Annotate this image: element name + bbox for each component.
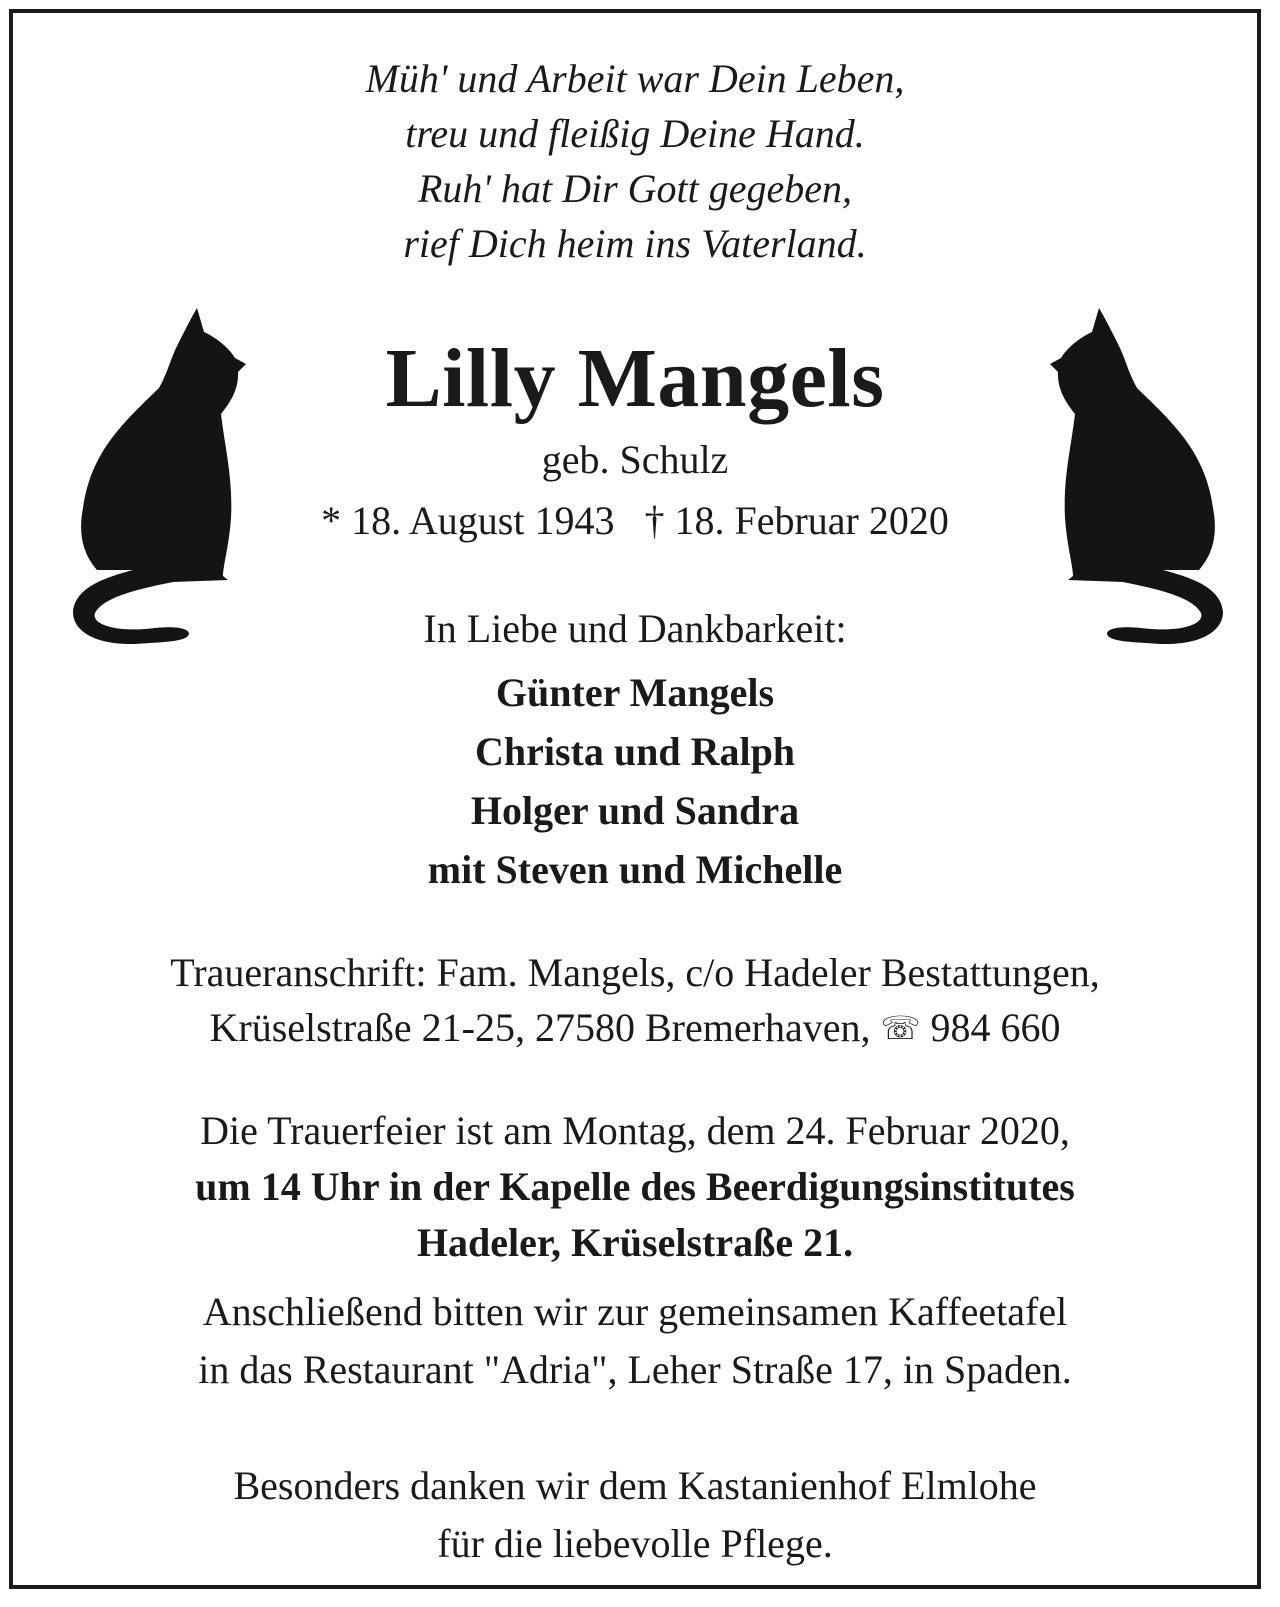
ceremony-line: Die Trauerfeier ist am Montag, dem 24. Februar 2020, bbox=[200, 1108, 1070, 1153]
birth-date: * 18. August 1943 bbox=[321, 498, 615, 543]
deceased-name: Lilly Mangels bbox=[385, 332, 885, 425]
special-thanks-line: für die liebevolle Pflege. bbox=[437, 1521, 833, 1566]
address-street: Krüselstraße 21-25, 27580 Bremerhaven, bbox=[209, 1005, 871, 1050]
obituary-frame bbox=[9, 9, 1261, 1589]
ceremony-line: Hadeler, Krüselstraße 21. bbox=[416, 1220, 854, 1265]
mourning-address bbox=[13, 945, 1257, 1056]
family-member: mit Steven und Michelle bbox=[427, 847, 843, 892]
address-line bbox=[13, 1000, 1257, 1056]
special-thanks bbox=[13, 1457, 1257, 1573]
ceremony-line: um 14 Uhr in der Kapelle des Beerdigungsinstitutes bbox=[195, 1164, 1075, 1209]
poem-line: Müh' und Arbeit war Dein Leben, bbox=[365, 56, 905, 101]
poem bbox=[13, 51, 1257, 271]
address-line: Traueranschrift: Fam. Mangels, c/o Hadeler Bestattungen, bbox=[170, 950, 1100, 995]
telephone-icon: ☏ bbox=[880, 1010, 921, 1046]
family-list bbox=[13, 663, 1257, 899]
thanks-heading: In Liebe und Dankbarkeit: bbox=[423, 606, 847, 651]
special-thanks-line: Besonders danken wir dem Kastanienhof Elmlohe bbox=[233, 1463, 1037, 1508]
reception-line: Anschließend bitten wir zur gemeinsamen Kaffeetafel bbox=[202, 1289, 1068, 1334]
birth-name: geb. Schulz bbox=[541, 437, 729, 482]
life-dates bbox=[13, 493, 1257, 549]
poem-line: rief Dich heim ins Vaterland. bbox=[403, 221, 867, 266]
family-member: Christa und Ralph bbox=[474, 729, 796, 774]
phone-number: 984 660 bbox=[930, 1005, 1061, 1050]
ceremony-info bbox=[13, 1103, 1257, 1271]
family-member: Günter Mangels bbox=[495, 670, 775, 715]
reception-info bbox=[13, 1283, 1257, 1399]
death-date: † 18. Februar 2020 bbox=[644, 498, 949, 543]
reception-line: in das Restaurant "Adria", Leher Straße 17, in Spaden. bbox=[198, 1347, 1072, 1392]
poem-line: Ruh' hat Dir Gott gegeben, bbox=[417, 166, 853, 211]
family-member: Holger und Sandra bbox=[470, 788, 800, 833]
poem-line: treu und fleißig Deine Hand. bbox=[405, 111, 865, 156]
